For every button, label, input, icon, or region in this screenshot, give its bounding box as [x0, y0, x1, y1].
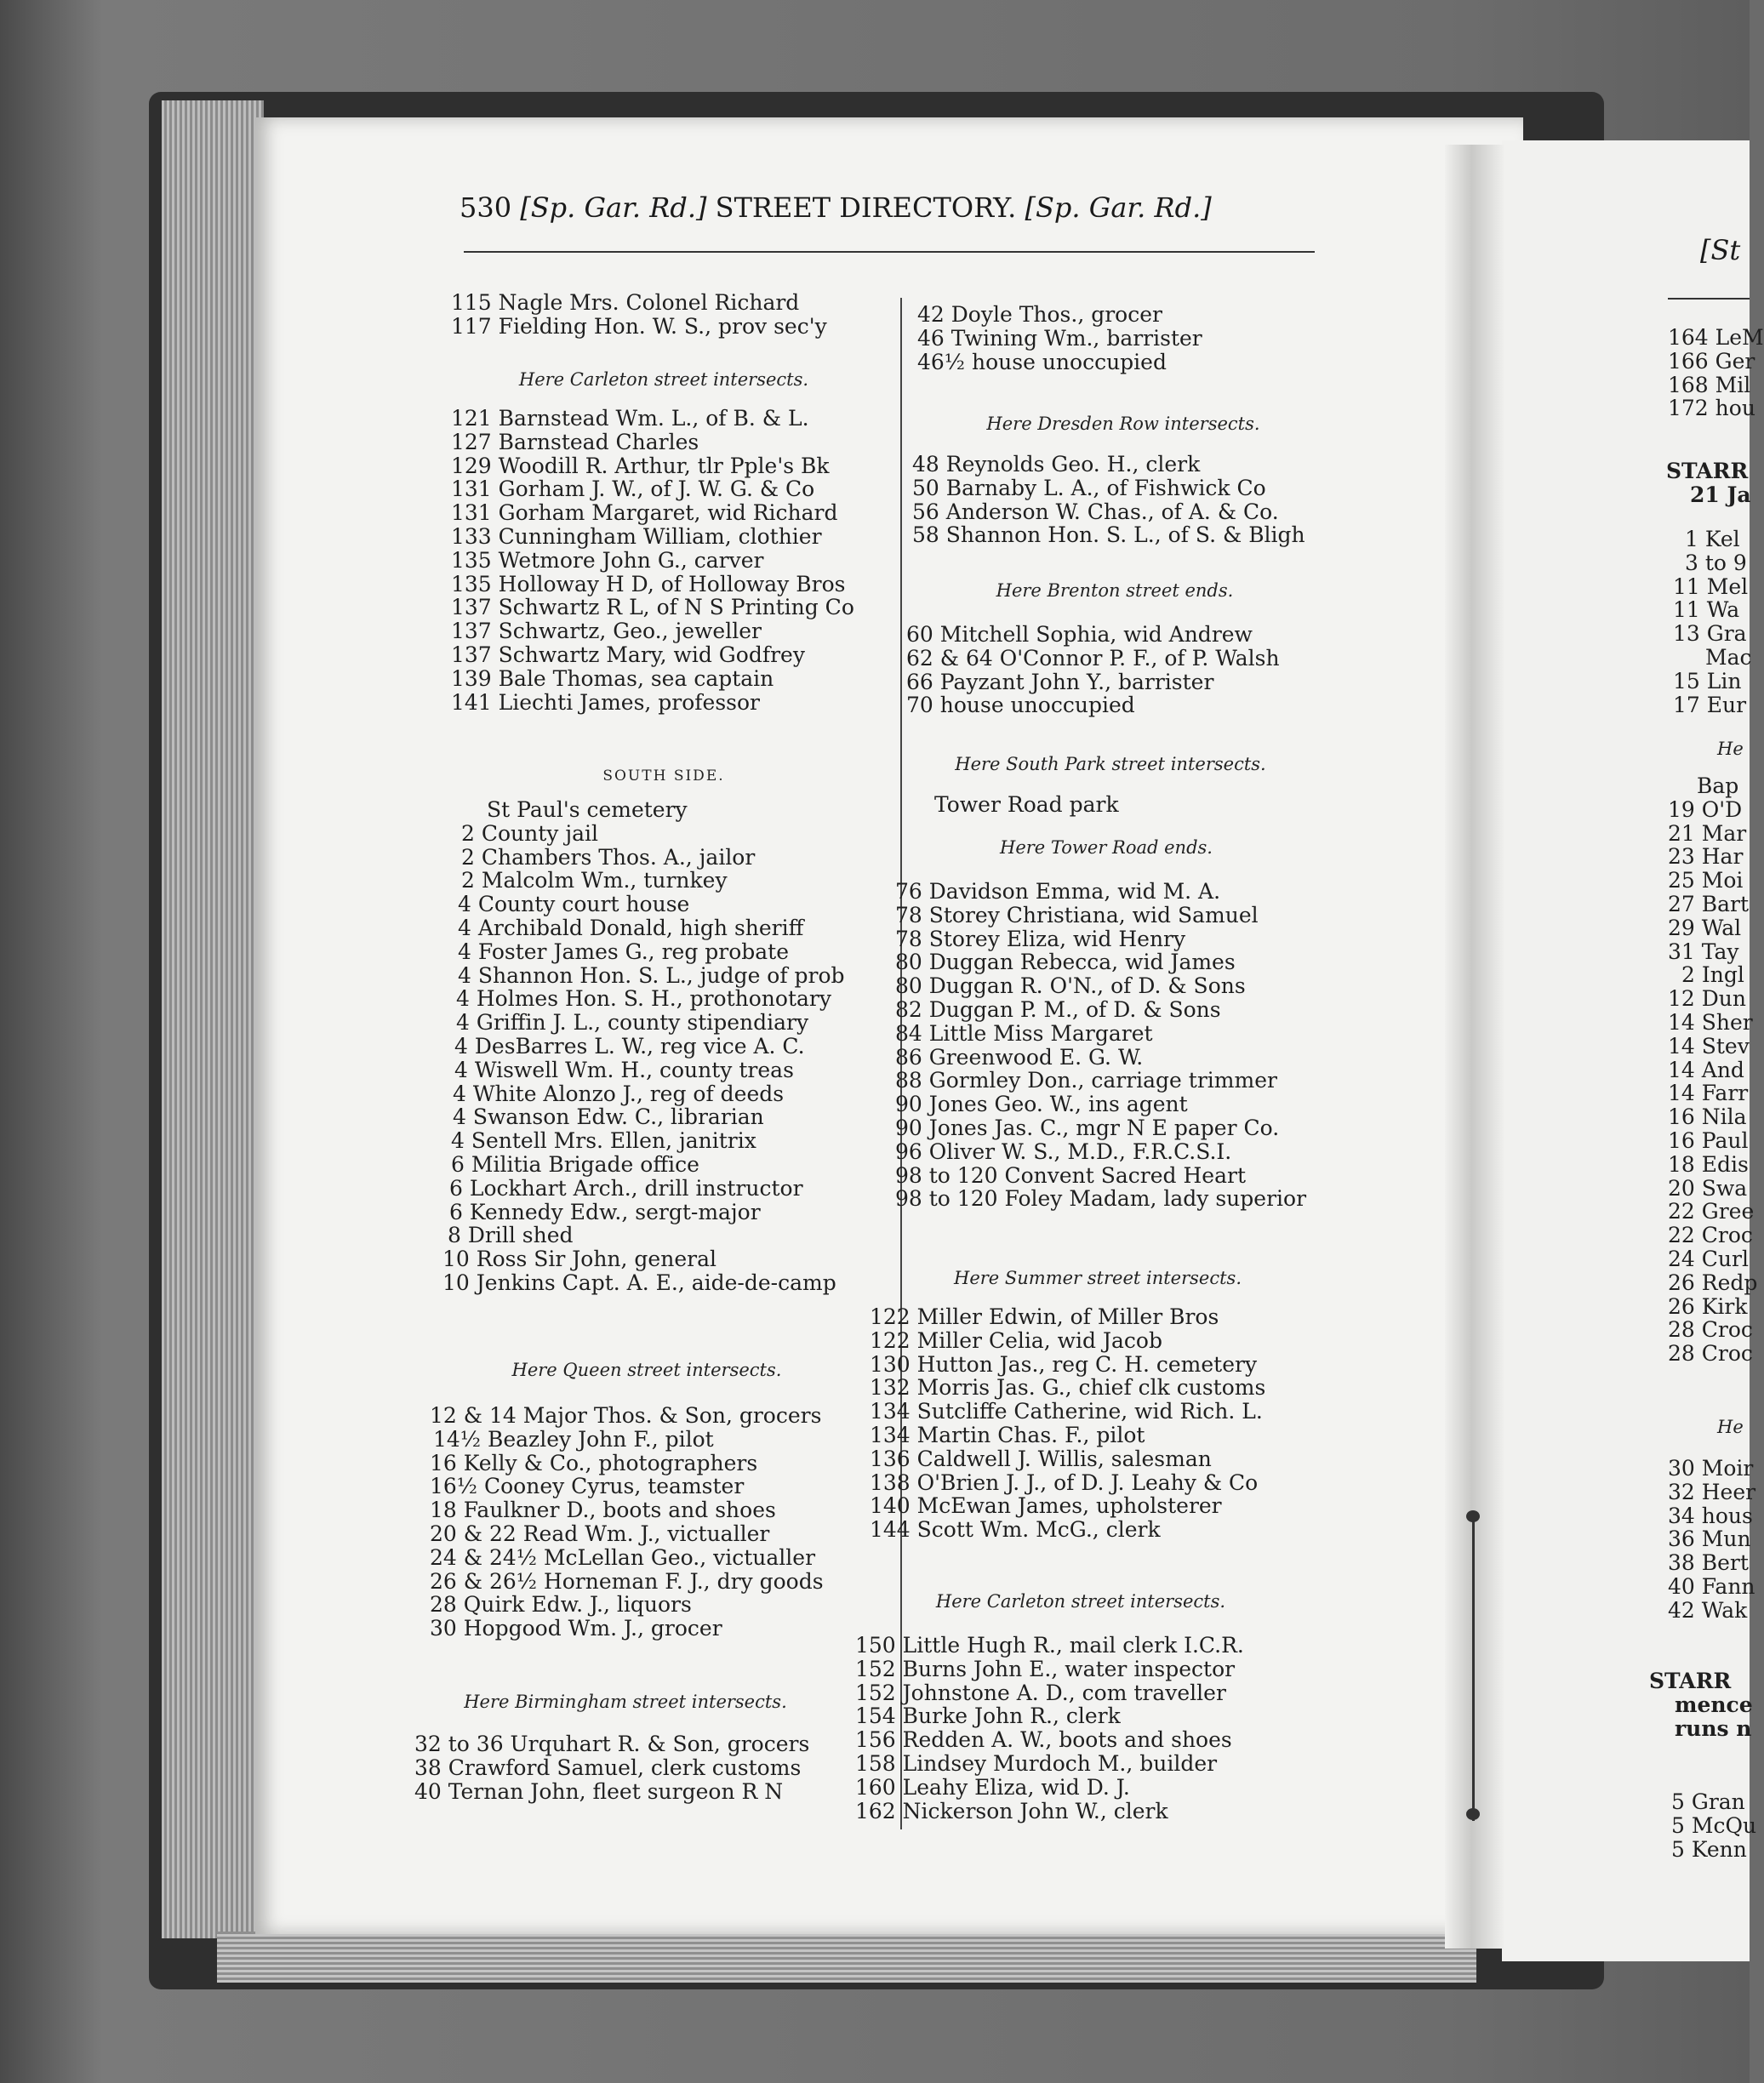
page-edges-bottom [217, 1932, 1476, 1983]
list-item: Tower Road park [934, 792, 1119, 817]
list-item: 18 Faulkner D., boots and shoes [430, 1498, 776, 1523]
street-note: Here Brenton street ends. [996, 580, 1234, 601]
list-item: 133 Cunningham William, clothier [451, 523, 822, 549]
list-item: 29 Wal [1668, 915, 1742, 940]
list-item: 5 Kenn [1671, 1836, 1747, 1862]
list-item: 131 Gorham Margaret, wid Richard [451, 500, 838, 526]
list-item: 24 Curl [1668, 1246, 1749, 1271]
list-item: 26 Redp [1668, 1270, 1758, 1295]
list-item: 34 hous [1668, 1503, 1753, 1528]
list-item: 122 Miller Edwin, of Miller Bros [870, 1304, 1219, 1329]
list-item: 16 Nila [1668, 1104, 1747, 1130]
list-item: 2 Malcolm Wm., turnkey [461, 868, 728, 893]
list-item: 42 Wak [1668, 1597, 1748, 1623]
list-item: 20 & 22 Read Wm. J., victualler [430, 1521, 770, 1546]
list-item: 135 Wetmore John G., carver [451, 547, 764, 573]
street-note: Here Summer street intersects. [954, 1268, 1242, 1288]
list-item: 46 Twining Wm., barrister [917, 325, 1202, 351]
list-item: 38 Bert [1668, 1550, 1749, 1576]
list-item: 70 house unoccupied [906, 693, 1135, 718]
binding-thread-knot [1466, 1808, 1480, 1820]
street-note: He [1717, 1417, 1744, 1437]
list-item: 5 Gran [1671, 1789, 1745, 1814]
binding-thread [1472, 1515, 1475, 1821]
col2-entries-b [912, 453, 1305, 547]
header-right-tag: [Sp. Gar. Rd.] [1025, 191, 1212, 224]
list-item: 6 Lockhart Arch., drill instructor [449, 1175, 803, 1201]
list-item: 152 Johnstone A. D., com traveller [855, 1680, 1226, 1705]
street-note: Here Tower Road ends. [1000, 837, 1213, 858]
list-item: 22 Croc [1668, 1223, 1753, 1248]
col2-entries-e [870, 1305, 1265, 1542]
col1-entries-c [442, 798, 845, 1295]
street-note: Here Carleton street intersects. [518, 369, 809, 390]
street-heading-sub: mence [1675, 1692, 1753, 1717]
col2-entries-f [855, 1634, 1244, 1823]
list-item: 25 Moi [1668, 868, 1744, 893]
section-heading: SOUTH SIDE. [602, 768, 725, 785]
list-item: 14 Stev [1668, 1033, 1750, 1059]
list-item: 10 Jenkins Capt. A. E., aide-de-camp [442, 1270, 836, 1295]
list-item: 4 Holmes Hon. S. H., prothonotary [456, 986, 831, 1012]
list-item: 131 Gorham J. W., of J. W. G. & Co [451, 477, 815, 502]
col3-entries-b [1673, 528, 1752, 716]
list-item: 134 Sutcliffe Catherine, wid Rich. L. [870, 1399, 1263, 1424]
list-item: 88 Gormley Don., carriage trimmer [895, 1068, 1277, 1093]
page-header [460, 191, 1212, 224]
list-item: 16 Kelly & Co., photographers [430, 1450, 758, 1475]
list-item: 16 Paul [1668, 1127, 1749, 1153]
list-item: 98 to 120 Foley Madam, lady superior [895, 1186, 1307, 1212]
list-item: 90 Jones Jas. C., mgr N E paper Co. [895, 1115, 1280, 1140]
list-item: 19 O'D [1668, 796, 1743, 822]
list-item: 150 Little Hugh R., mail clerk I.C.R. [855, 1633, 1244, 1658]
col1-entries-b [451, 407, 854, 714]
list-item: 4 Wiswell Wm. H., county treas [454, 1057, 794, 1082]
list-item: 36 Mun [1668, 1527, 1751, 1552]
list-item: 60 Mitchell Sophia, wid Andrew [906, 622, 1253, 647]
list-item: 86 Greenwood E. G. W. [895, 1044, 1144, 1070]
list-item: 121 Barnstead Wm. L., of B. & L. [451, 406, 809, 431]
list-item: 18 Edis [1668, 1151, 1749, 1177]
page-edges [162, 100, 264, 1938]
list-item: St Paul's cemetery [487, 797, 688, 822]
list-item: 12 & 14 Major Thos. & Son, grocers [430, 1403, 822, 1428]
col2-entries-d [895, 880, 1306, 1211]
list-item: 162 Nickerson John W., clerk [855, 1798, 1168, 1823]
list-item: 138 O'Brien J. J., of D. J. Leahy & Co [870, 1470, 1259, 1495]
list-item: 56 Anderson W. Chas., of A. & Co. [912, 499, 1279, 524]
list-item: 3 to 9 [1685, 550, 1747, 575]
list-item: 154 Burke John R., clerk [855, 1703, 1121, 1729]
list-item: 12 Dun [1668, 986, 1747, 1012]
header-left-tag: [Sp. Gar. Rd.] [520, 191, 707, 224]
list-item: 26 Kirk [1668, 1293, 1748, 1319]
list-item: 80 Duggan R. O'N., of D. & Sons [895, 973, 1246, 999]
list-item: 129 Woodill R. Arthur, tlr Pple's Bk [451, 453, 830, 478]
list-item: 117 Fielding Hon. W. S., prov sec'y [451, 313, 827, 339]
list-item: 14 Sher [1668, 1009, 1753, 1035]
list-item: 21 Mar [1668, 820, 1747, 846]
col1-entries-e [414, 1732, 809, 1803]
list-item: 4 Shannon Hon. S. L., judge of prob [458, 962, 845, 988]
col2-entries-a [917, 303, 1202, 374]
list-item: 48 Reynolds Geo. H., clerk [912, 452, 1201, 477]
list-item: 1 Kel [1685, 527, 1740, 551]
list-item: 172 hou [1668, 396, 1755, 421]
list-item: 17 Eur [1673, 692, 1747, 717]
list-item: 4 Sentell Mrs. Ellen, janitrix [451, 1128, 756, 1154]
street-note: Here Birmingham street intersects. [464, 1692, 787, 1712]
list-item: 137 Schwartz Mary, wid Godfrey [451, 642, 805, 667]
list-item: 76 Davidson Emma, wid M. A. [895, 879, 1221, 904]
list-item: 4 White Alonzo J., reg of deeds [453, 1081, 785, 1106]
street-note: Here South Park street intersects. [955, 754, 1266, 774]
col1-entries-d [430, 1404, 824, 1641]
list-item: 14 Farr [1668, 1081, 1749, 1106]
list-item: 42 Doyle Thos., grocer [917, 302, 1162, 327]
list-item: 40 Ternan John, fleet surgeon R N [414, 1778, 784, 1804]
list-item: 141 Liechti James, professor [451, 689, 761, 715]
list-item: 139 Bale Thomas, sea captain [451, 665, 774, 691]
list-item: 46½ house unoccupied [917, 349, 1167, 374]
list-item: 4 Swanson Edw. C., librarian [453, 1104, 764, 1130]
list-item: 4 Foster James G., reg probate [458, 939, 790, 964]
list-item: 98 to 120 Convent Sacred Heart [895, 1162, 1246, 1188]
list-item: 38 Crawford Samuel, clerk customs [414, 1755, 802, 1780]
col1-entries-a [451, 291, 827, 339]
list-item: 2 County jail [461, 820, 598, 846]
list-item: 137 Schwartz R L, of N S Printing Co [451, 595, 854, 620]
list-item: 127 Barnstead Charles [451, 429, 699, 454]
list-item: 62 & 64 O'Connor P. F., of P. Walsh [906, 645, 1280, 671]
list-item: 2 Ingl [1681, 962, 1744, 988]
list-item: 8 Drill shed [448, 1223, 574, 1248]
street-note: Here Queen street intersects. [511, 1360, 782, 1380]
page-gutter [1445, 145, 1504, 1949]
street-heading-sub: runs n [1675, 1716, 1752, 1741]
list-item: 4 Archibald Donald, high sheriff [458, 915, 804, 940]
list-item: 137 Schwartz, Geo., jeweller [451, 619, 762, 644]
list-item: 27 Bart [1668, 891, 1750, 916]
list-item: 13 Gra [1673, 621, 1747, 647]
col3-entries-c [1668, 774, 1757, 1366]
list-item: 4 County court house [458, 892, 690, 917]
list-item: 140 McEwan James, upholsterer [870, 1493, 1222, 1519]
list-item: 156 Redden A. W., boots and shoes [855, 1727, 1232, 1753]
list-item: 168 Mil [1668, 372, 1751, 397]
list-item: 10 Ross Sir John, general [442, 1247, 716, 1272]
list-item: 136 Caldwell J. Willis, salesman [870, 1446, 1212, 1471]
list-item: 78 Storey Christiana, wid Samuel [895, 902, 1259, 927]
list-item: 122 Miller Celia, wid Jacob [870, 1327, 1162, 1353]
list-item: 30 Moir [1668, 1456, 1754, 1481]
col3-entries-e [1671, 1790, 1756, 1861]
list-item: 4 DesBarres L. W., reg vice A. C. [454, 1033, 805, 1059]
list-item: 130 Hutton Jas., reg C. H. cemetery [870, 1351, 1258, 1377]
list-item: 80 Duggan Rebecca, wid James [895, 950, 1236, 975]
next-page-column [1649, 0, 1764, 2083]
list-item: 23 Har [1668, 844, 1744, 870]
next-page-header: [St [1700, 234, 1741, 266]
list-item: 32 Heer [1668, 1479, 1756, 1504]
col3-entries-a [1668, 326, 1764, 420]
list-item: 11 Wa [1673, 597, 1740, 623]
list-item: 6 Kennedy Edw., sergt-major [449, 1199, 761, 1224]
list-item: 96 Oliver W. S., M.D., F.R.C.S.I. [895, 1139, 1232, 1164]
list-item: 115 Nagle Mrs. Colonel Richard [451, 290, 800, 315]
list-item: 90 Jones Geo. W., ins agent [895, 1092, 1188, 1117]
list-item: 2 Chambers Thos. A., jailor [461, 844, 756, 870]
list-item: 134 Martin Chas. F., pilot [870, 1422, 1145, 1447]
list-item: 40 Fann [1668, 1573, 1755, 1599]
list-item: 28 Croc [1668, 1317, 1753, 1343]
list-item: 135 Holloway H D, of Holloway Bros [451, 571, 846, 596]
list-item: 144 Scott Wm. McG., clerk [870, 1517, 1161, 1543]
list-item: 28 Croc [1668, 1341, 1753, 1367]
col3-entries-d [1668, 1457, 1755, 1623]
street-heading: STARR [1666, 459, 1749, 483]
list-item: 22 Gree [1668, 1199, 1755, 1224]
list-item: 28 Quirk Edw. J., liquors [430, 1592, 692, 1618]
street-note: Here Dresden Row intersects. [986, 414, 1260, 434]
header-rule [464, 251, 1315, 253]
street-note: He [1717, 739, 1744, 759]
list-item: 158 Lindsey Murdoch M., builder [855, 1750, 1218, 1776]
col2-entries-c [906, 623, 1280, 717]
list-item: 152 Burns John E., water inspector [855, 1656, 1236, 1681]
list-item: 32 to 36 Urquhart R. & Son, grocers [414, 1732, 810, 1756]
list-item: 82 Duggan P. M., of D. & Sons [895, 996, 1221, 1022]
list-item: 132 Morris Jas. G., chief clk customs [870, 1375, 1266, 1401]
list-item: 166 Ger [1668, 348, 1755, 374]
street-heading-sub: 21 Ja [1690, 482, 1751, 507]
list-item: 4 Griffin J. L., county stipendiary [456, 1010, 809, 1036]
list-item: 20 Swa [1668, 1175, 1748, 1201]
list-item: 16½ Cooney Cyrus, teamster [430, 1474, 745, 1499]
list-item: 30 Hopgood Wm. J., grocer [430, 1616, 722, 1641]
street-heading: STARR [1649, 1669, 1732, 1693]
list-item: 164 LeM [1668, 325, 1764, 350]
page-number: 530 [460, 191, 512, 224]
list-item: 58 Shannon Hon. S. L., of S. & Bligh [912, 522, 1305, 548]
list-item: Bap [1697, 773, 1739, 798]
list-item: 24 & 24½ McLellan Geo., victualler [430, 1544, 816, 1570]
list-item: 160 Leahy Eliza, wid D. J. [855, 1774, 1130, 1800]
list-item: 15 Lin [1673, 668, 1742, 693]
list-item: 14½ Beazley John F., pilot [433, 1426, 714, 1452]
page-title: STREET DIRECTORY. [715, 191, 1017, 224]
street-note: Here Carleton street intersects. [935, 1591, 1226, 1612]
list-item: 14 And [1668, 1057, 1744, 1082]
list-item: 78 Storey Eliza, wid Henry [895, 926, 1186, 951]
list-item: 31 Tay [1668, 939, 1739, 964]
list-item: 50 Barnaby L. A., of Fishwick Co [912, 475, 1266, 500]
binding-thread-knot [1466, 1510, 1480, 1522]
list-item: 11 Mel [1673, 574, 1749, 599]
list-item: Mac [1705, 644, 1752, 670]
list-item: 66 Payzant John Y., barrister [906, 669, 1214, 694]
list-item: 84 Little Miss Margaret [895, 1020, 1153, 1046]
list-item: 6 Militia Brigade office [451, 1151, 699, 1177]
list-item: 26 & 26½ Horneman F. J., dry goods [430, 1568, 824, 1594]
list-item: 5 McQu [1671, 1812, 1757, 1838]
